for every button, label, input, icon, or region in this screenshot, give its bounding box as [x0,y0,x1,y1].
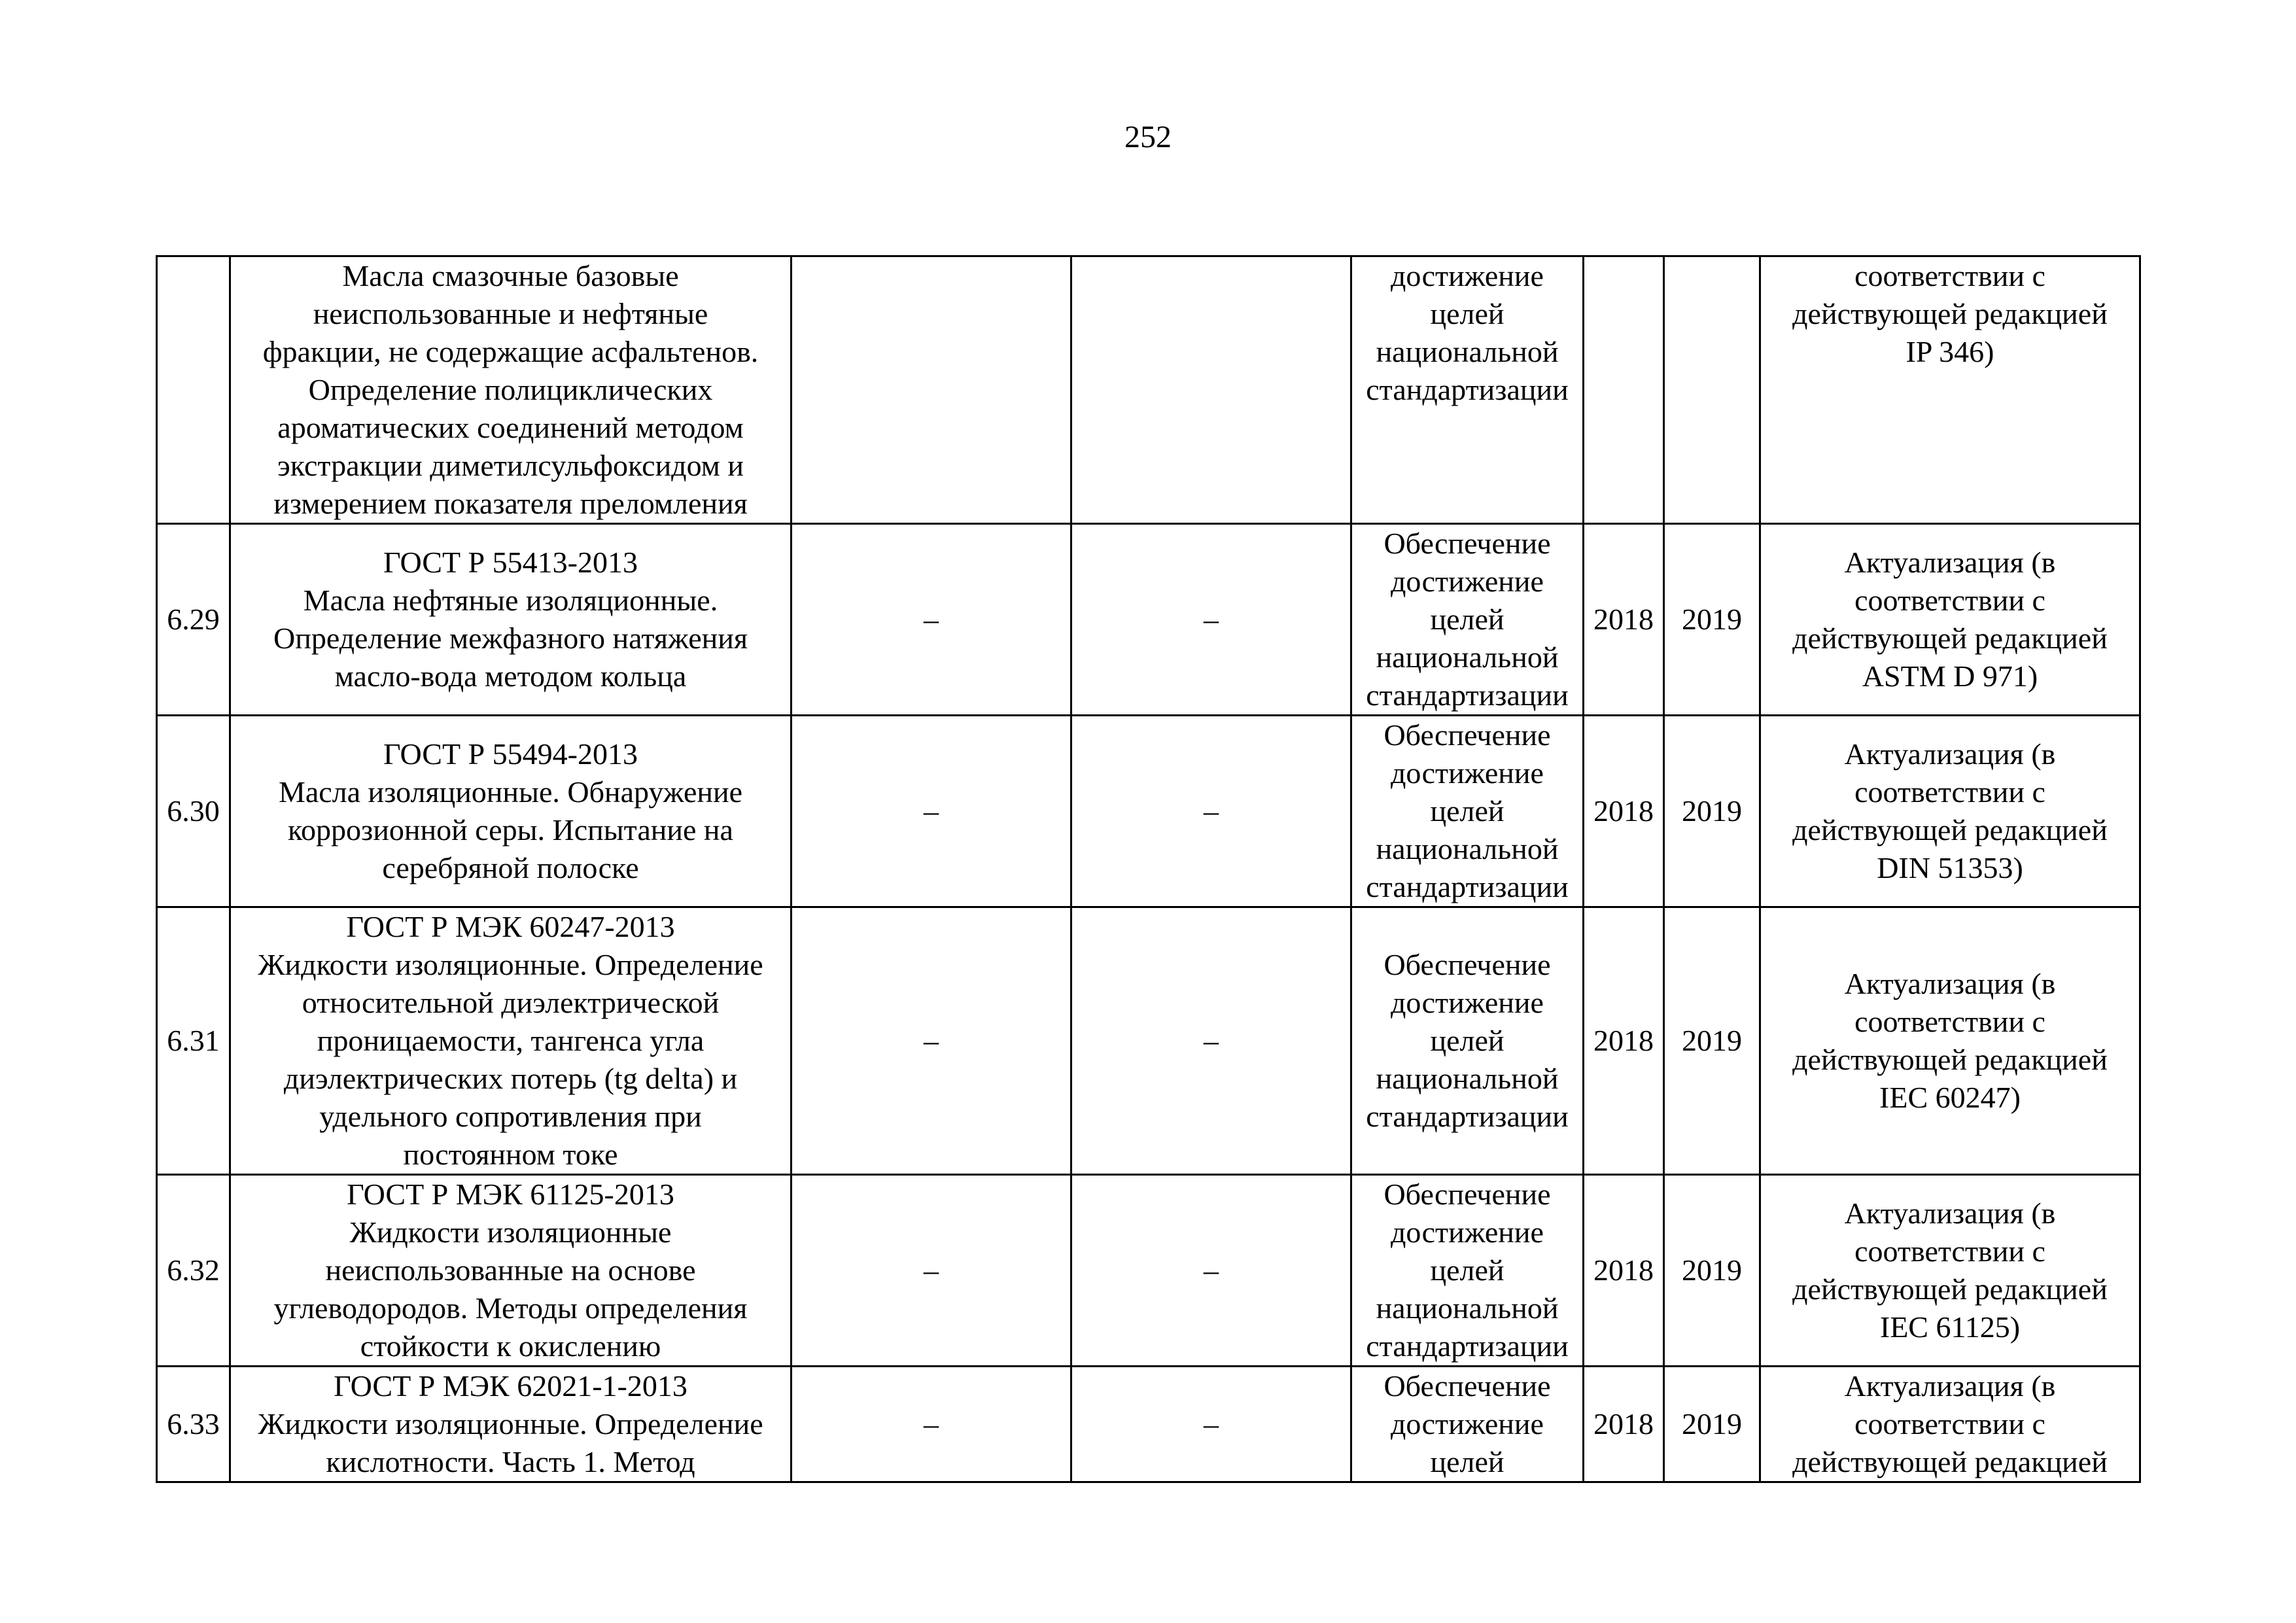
table-row [157,1367,2140,1482]
end-year [1664,256,1760,524]
column-4-value: – [1071,1367,1351,1482]
standard-name: ГОСТ Р 55494-2013 Масла изоляционные. Обнаружение коррозионной серы. Испытание на серебряной полоске [230,716,791,907]
row-number: 6.32 [157,1175,230,1367]
end-year: 2019 [1664,1367,1760,1482]
standard-name: ГОСТ Р МЭК 60247-2013 Жидкости изоляционные. Определение относительной диэлектрической проницаемости, тангенса угла диэлектрических потерь (tg delta) и удельного сопротивления при постоянном токе [230,907,791,1175]
purpose: Обеспечение достижение целей национальной стандартизации [1351,907,1584,1175]
start-year: 2018 [1584,716,1664,907]
purpose: достижение целей национальной стандартизации [1351,256,1584,524]
column-3-value: – [791,1175,1071,1367]
purpose: Обеспечение достижение целей национальной стандартизации [1351,716,1584,907]
column-4-value: – [1071,1175,1351,1367]
row-number [157,256,230,524]
start-year: 2018 [1584,1367,1664,1482]
note: Актуализация (в соответствии с действующей редакцией DIN 51353) [1760,716,2140,907]
standard-name: ГОСТ Р 55413-2013 Масла нефтяные изоляционные. Определение межфазного натяжения масло-вода методом кольца [230,524,791,716]
column-4-value: – [1071,907,1351,1175]
start-year: 2018 [1584,907,1664,1175]
standards-table [156,255,2141,1483]
table-row [157,716,2140,907]
column-4-value [1071,256,1351,524]
table-row [157,524,2140,716]
standard-name: Масла смазочные базовые неиспользованные и нефтяные фракции, не содержащие асфальтенов. Определение полициклических ароматических соединений методом экстракции диметилсульфоксидом и измерением показателя преломления [230,256,791,524]
note: Актуализация (в соответствии с действующей редакцией [1760,1367,2140,1482]
table-row [157,256,2140,524]
column-3-value: – [791,716,1071,907]
note: Актуализация (в соответствии с действующей редакцией ASTM D 971) [1760,524,2140,716]
row-number: 6.29 [157,524,230,716]
start-year [1584,256,1664,524]
note: Актуализация (в соответствии с действующей редакцией IEC 61125) [1760,1175,2140,1367]
table-row [157,1175,2140,1367]
standard-name: ГОСТ Р МЭК 61125-2013 Жидкости изоляционные неиспользованные на основе углеводородов. Методы определения стойкости к окислению [230,1175,791,1367]
purpose: Обеспечение достижение целей [1351,1367,1584,1482]
start-year: 2018 [1584,524,1664,716]
row-number: 6.31 [157,907,230,1175]
column-3-value: – [791,1367,1071,1482]
end-year: 2019 [1664,716,1760,907]
row-number: 6.30 [157,716,230,907]
purpose: Обеспечение достижение целей национальной стандартизации [1351,524,1584,716]
note: соответствии с действующей редакцией IP 346) [1760,256,2140,524]
column-4-value: – [1071,524,1351,716]
row-number: 6.33 [157,1367,230,1482]
table-row [157,907,2140,1175]
column-3-value [791,256,1071,524]
note: Актуализация (в соответствии с действующей редакцией IEC 60247) [1760,907,2140,1175]
end-year: 2019 [1664,1175,1760,1367]
end-year: 2019 [1664,524,1760,716]
start-year: 2018 [1584,1175,1664,1367]
column-3-value: – [791,907,1071,1175]
standard-name: ГОСТ Р МЭК 62021-1-2013 Жидкости изоляционные. Определение кислотности. Часть 1. Метод [230,1367,791,1482]
purpose: Обеспечение достижение целей национальной стандартизации [1351,1175,1584,1367]
column-4-value: – [1071,716,1351,907]
page-number: 252 [1124,120,1172,154]
end-year: 2019 [1664,907,1760,1175]
column-3-value: – [791,524,1071,716]
